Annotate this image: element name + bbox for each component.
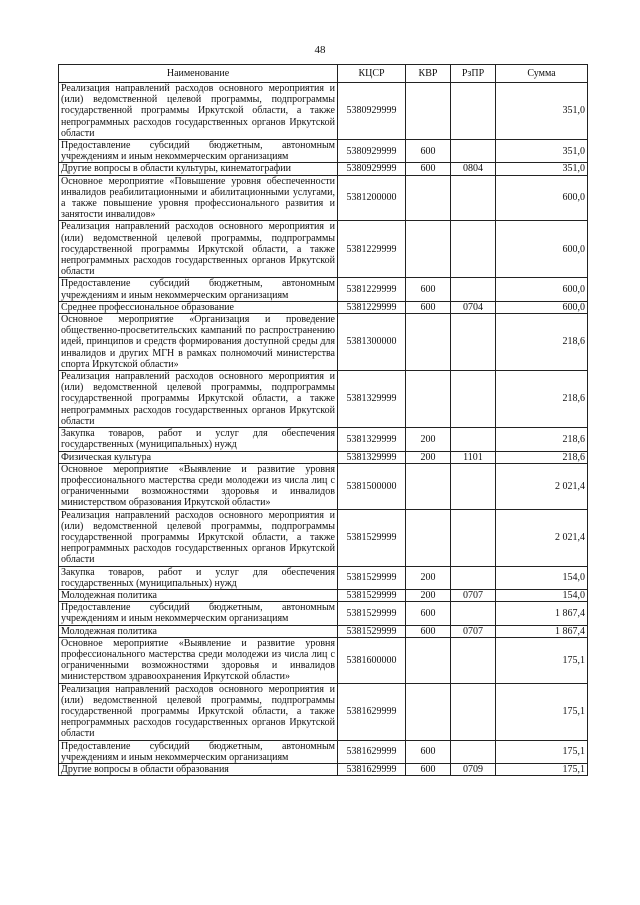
cell-kcsr: 5381529999 [338, 566, 406, 589]
cell-kcsr: 5381600000 [338, 637, 406, 683]
cell-rzpr [451, 509, 496, 566]
cell-kcsr: 5381529999 [338, 589, 406, 601]
cell-name: Реализация направлений расходов основного мероприятия и (или) ведомственной целевой программы, подпрограммы государственной программы Иркутской области, а также непрограммных расходов государственных органов Иркутской области [59, 509, 338, 566]
cell-rzpr [451, 566, 496, 589]
cell-kvr [406, 683, 451, 740]
header-kvr: КВР [406, 65, 451, 83]
cell-name: Физическая культура [59, 451, 338, 463]
table-row [59, 763, 588, 775]
cell-name: Основное мероприятие «Выявление и развитие уровня профессионального мастерства среди молодежи из числа лиц с ограниченными возможностями здоровья и инвалидов министерством здравоохранения Иркутской области» [59, 637, 338, 683]
cell-rzpr [451, 463, 496, 509]
table-row [59, 451, 588, 463]
cell-rzpr [451, 371, 496, 428]
cell-kvr: 200 [406, 566, 451, 589]
cell-kcsr: 5381329999 [338, 451, 406, 463]
cell-name: Другие вопросы в области культуры, кинематографии [59, 163, 338, 175]
cell-kvr: 200 [406, 589, 451, 601]
cell-name: Реализация направлений расходов основного мероприятия и (или) ведомственной целевой программы, подпрограммы государственной программы Иркутской области, а также непрограммных расходов государственных органов Иркутской области [59, 221, 338, 278]
cell-sum: 218,6 [496, 314, 588, 371]
cell-name: Молодежная политика [59, 625, 338, 637]
cell-rzpr [451, 221, 496, 278]
cell-kcsr: 5381300000 [338, 314, 406, 371]
cell-kcsr: 5381200000 [338, 175, 406, 221]
cell-sum: 2 021,4 [496, 509, 588, 566]
cell-name: Предоставление субсидий бюджетным, автономным учреждениям и иным некоммерческим организациям [59, 140, 338, 163]
cell-kcsr: 5381329999 [338, 371, 406, 428]
cell-rzpr: 0707 [451, 589, 496, 601]
cell-sum: 218,6 [496, 451, 588, 463]
cell-kvr [406, 509, 451, 566]
header-name: Наименование [59, 65, 338, 83]
table-row [59, 163, 588, 175]
cell-sum: 1 867,4 [496, 602, 588, 625]
cell-kvr: 600 [406, 301, 451, 313]
cell-name: Реализация направлений расходов основного мероприятия и (или) ведомственной целевой программы, подпрограммы государственной программы Иркутской области, а также непрограммных расходов государственных органов Иркутской области [59, 83, 338, 140]
cell-kvr: 600 [406, 625, 451, 637]
table-row [59, 637, 588, 683]
cell-name: Закупка товаров, работ и услуг для обеспечения государственных (муниципальных) нужд [59, 428, 338, 451]
cell-kcsr: 5381629999 [338, 763, 406, 775]
cell-kvr: 200 [406, 428, 451, 451]
cell-name: Закупка товаров, работ и услуг для обеспечения государственных (муниципальных) нужд [59, 566, 338, 589]
cell-sum: 2 021,4 [496, 463, 588, 509]
cell-kvr [406, 463, 451, 509]
cell-name: Предоставление субсидий бюджетным, автономным учреждениям и иным некоммерческим организациям [59, 278, 338, 301]
page-number: 48 [314, 44, 326, 56]
cell-rzpr [451, 602, 496, 625]
cell-sum: 351,0 [496, 163, 588, 175]
cell-kvr [406, 371, 451, 428]
cell-kcsr: 5381329999 [338, 428, 406, 451]
cell-rzpr [451, 637, 496, 683]
cell-rzpr: 0707 [451, 625, 496, 637]
cell-rzpr [451, 175, 496, 221]
cell-sum: 351,0 [496, 83, 588, 140]
table-row [59, 175, 588, 221]
cell-rzpr [451, 428, 496, 451]
cell-kcsr: 5381500000 [338, 463, 406, 509]
cell-sum: 175,1 [496, 637, 588, 683]
cell-kcsr: 5381529999 [338, 509, 406, 566]
cell-name: Предоставление субсидий бюджетным, автономным учреждениям и иным некоммерческим организациям [59, 740, 338, 763]
cell-kvr [406, 314, 451, 371]
table-row [59, 602, 588, 625]
cell-name: Другие вопросы в области образования [59, 763, 338, 775]
cell-sum: 175,1 [496, 740, 588, 763]
cell-rzpr [451, 83, 496, 140]
cell-rzpr: 1101 [451, 451, 496, 463]
cell-sum: 154,0 [496, 566, 588, 589]
cell-sum: 600,0 [496, 175, 588, 221]
table-row [59, 140, 588, 163]
cell-kcsr: 5381629999 [338, 683, 406, 740]
cell-sum: 175,1 [496, 763, 588, 775]
cell-rzpr [451, 140, 496, 163]
cell-sum: 600,0 [496, 221, 588, 278]
cell-name: Реализация направлений расходов основного мероприятия и (или) ведомственной целевой программы, подпрограммы государственной программы Иркутской области, а также непрограммных расходов государственных органов Иркутской области [59, 683, 338, 740]
cell-kvr: 600 [406, 163, 451, 175]
table-body [59, 83, 588, 776]
cell-kvr: 200 [406, 451, 451, 463]
cell-kvr: 600 [406, 763, 451, 775]
cell-rzpr: 0804 [451, 163, 496, 175]
table-header-row [59, 65, 588, 83]
table-row [59, 589, 588, 601]
header-kcsr: КЦСР [338, 65, 406, 83]
table-row [59, 740, 588, 763]
table-row [59, 83, 588, 140]
cell-kcsr: 5380929999 [338, 140, 406, 163]
cell-sum: 154,0 [496, 589, 588, 601]
table-row [59, 314, 588, 371]
cell-name: Предоставление субсидий бюджетным, автономным учреждениям и иным некоммерческим организациям [59, 602, 338, 625]
table-row [59, 428, 588, 451]
cell-kvr: 600 [406, 278, 451, 301]
cell-name: Молодежная политика [59, 589, 338, 601]
cell-sum: 218,6 [496, 371, 588, 428]
header-sum: Сумма [496, 65, 588, 83]
cell-name: Основное мероприятие «Выявление и развитие уровня профессионального мастерства среди молодежи из числа лиц с ограниченными возможностями здоровья и инвалидов министерством образования Иркутской области» [59, 463, 338, 509]
cell-rzpr [451, 314, 496, 371]
cell-rzpr: 0704 [451, 301, 496, 313]
cell-sum: 1 867,4 [496, 625, 588, 637]
cell-kcsr: 5381229999 [338, 301, 406, 313]
cell-sum: 218,6 [496, 428, 588, 451]
cell-sum: 175,1 [496, 683, 588, 740]
table-row [59, 463, 588, 509]
cell-kvr [406, 175, 451, 221]
cell-kcsr: 5381229999 [338, 278, 406, 301]
cell-sum: 351,0 [496, 140, 588, 163]
cell-kcsr: 5381229999 [338, 221, 406, 278]
cell-kvr: 600 [406, 140, 451, 163]
cell-rzpr: 0709 [451, 763, 496, 775]
cell-kcsr: 5381629999 [338, 740, 406, 763]
cell-rzpr [451, 740, 496, 763]
table-row [59, 566, 588, 589]
cell-rzpr [451, 278, 496, 301]
cell-sum: 600,0 [496, 301, 588, 313]
cell-name: Основное мероприятие «Организация и проведение общественно-просветительских кампаний по распространению идей, принципов и средств формирования доступной среды для инвалидов и других МГН в рамках полномочий министерства спорта Иркутской области» [59, 314, 338, 371]
budget-table [58, 64, 588, 776]
table-row [59, 509, 588, 566]
cell-kcsr: 5380929999 [338, 83, 406, 140]
table-row [59, 683, 588, 740]
cell-kvr [406, 637, 451, 683]
cell-kcsr: 5381529999 [338, 602, 406, 625]
cell-name: Реализация направлений расходов основного мероприятия и (или) ведомственной целевой программы, подпрограммы государственной программы Иркутской области, а также непрограммных расходов государственных органов Иркутской области [59, 371, 338, 428]
cell-kvr [406, 221, 451, 278]
cell-kcsr: 5380929999 [338, 163, 406, 175]
table-row [59, 221, 588, 278]
cell-sum: 600,0 [496, 278, 588, 301]
table-row [59, 625, 588, 637]
table-row [59, 371, 588, 428]
cell-rzpr [451, 683, 496, 740]
cell-kvr: 600 [406, 602, 451, 625]
cell-kvr: 600 [406, 740, 451, 763]
header-rzpr: РзПР [451, 65, 496, 83]
cell-kcsr: 5381529999 [338, 625, 406, 637]
cell-kvr [406, 83, 451, 140]
cell-name: Среднее профессиональное образование [59, 301, 338, 313]
cell-name: Основное мероприятие «Повышение уровня обеспеченности инвалидов реабилитационными и абилитационными услугами, а также повышение уровня профессионального развития и занятости инвалидов» [59, 175, 338, 221]
table-row [59, 301, 588, 313]
table-row [59, 278, 588, 301]
